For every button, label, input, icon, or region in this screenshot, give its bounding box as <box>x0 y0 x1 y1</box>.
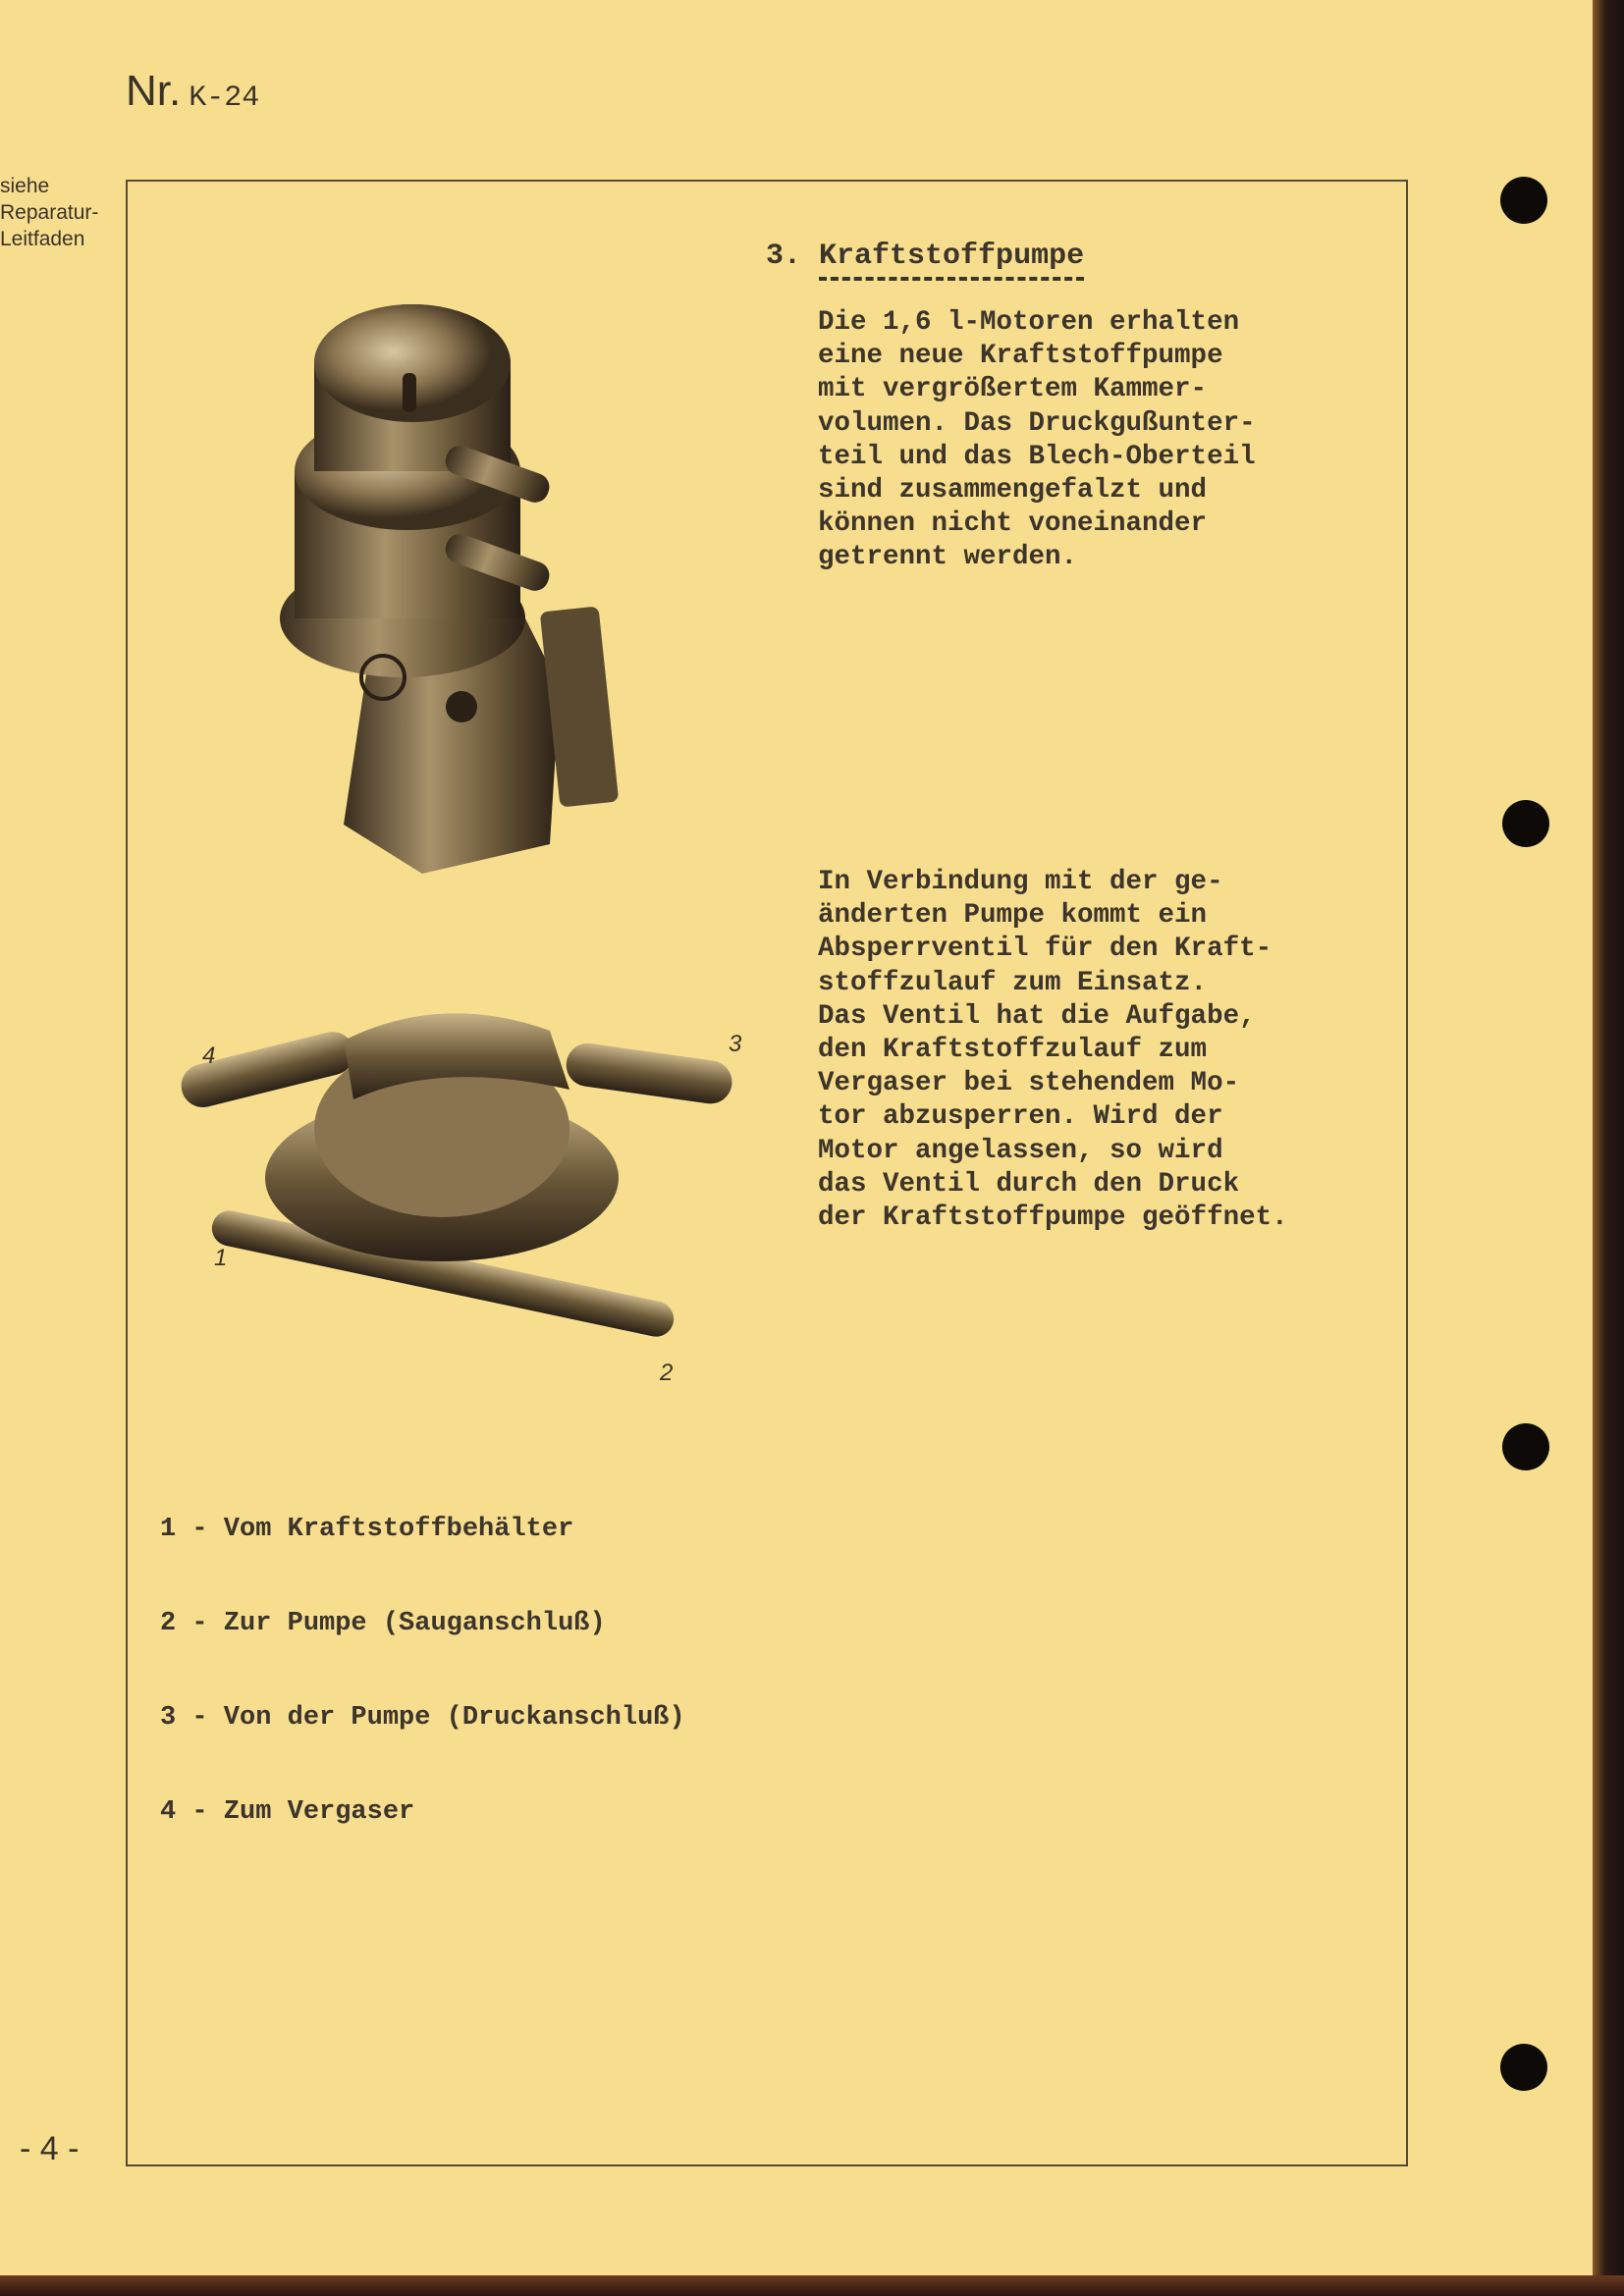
punch-hole <box>1502 800 1549 847</box>
paragraph-valve: In Verbindung mit der ge- änderten Pumpe kommt ein Absperrventil für den Kraft- stoffzulauf zum Einsatz. Das Ventil hat die Aufgabe, den Kraftstoffzulauf zum Vergaser bei stehendem Mo- tor abzusperren. Wird der Motor angelassen, so wird das Ventil durch den Druck der Kraftstoffpumpe geöffnet. <box>818 867 1288 1234</box>
side-note-line: Leitfaden <box>0 228 85 250</box>
section-title-text: Kraftstoffpumpe <box>819 240 1084 281</box>
fuel-pump-photo <box>265 294 648 883</box>
side-note-line: Reparatur- <box>0 201 99 224</box>
figure-label-4: 4 <box>202 1042 216 1069</box>
legend-item: 1 - Vom Kraftstoffbehälter <box>160 1515 574 1544</box>
nr-code: K-24 <box>189 81 260 115</box>
punch-hole <box>1502 1423 1549 1470</box>
scan-edge-bottom <box>0 2275 1624 2296</box>
figure-label-3: 3 <box>729 1031 742 1057</box>
document-number <box>126 67 259 116</box>
side-note <box>0 173 98 252</box>
nr-label: Nr. <box>126 67 182 115</box>
punch-hole <box>1500 177 1547 224</box>
section-title <box>766 240 1084 273</box>
legend-item: 3 - Von der Pumpe (Druckanschluß) <box>160 1703 685 1733</box>
figure-legend <box>160 1451 685 1859</box>
side-note-line: siehe <box>0 175 50 197</box>
paragraph-pump: Die 1,6 l-Motoren erhalten eine neue Kraftstoffpumpe mit vergrößertem Kammer- volumen. Das Druckgußunter- teil und das Blech-Oberteil sind zusammengefalzt und können nicht voneinander getrennt werden. <box>818 307 1256 573</box>
legend-item: 2 - Zur Pumpe (Sauganschluß) <box>160 1609 606 1638</box>
page-number: - 4 - <box>20 2130 80 2167</box>
legend-item: 4 - Zum Vergaser <box>160 1797 415 1827</box>
punch-hole <box>1500 2044 1547 2091</box>
shutoff-valve-photo <box>177 982 756 1364</box>
section-number: 3. <box>766 240 802 273</box>
figure-label-1: 1 <box>214 1245 228 1271</box>
figure-label-2: 2 <box>660 1360 674 1386</box>
scan-edge-right <box>1593 0 1624 2296</box>
